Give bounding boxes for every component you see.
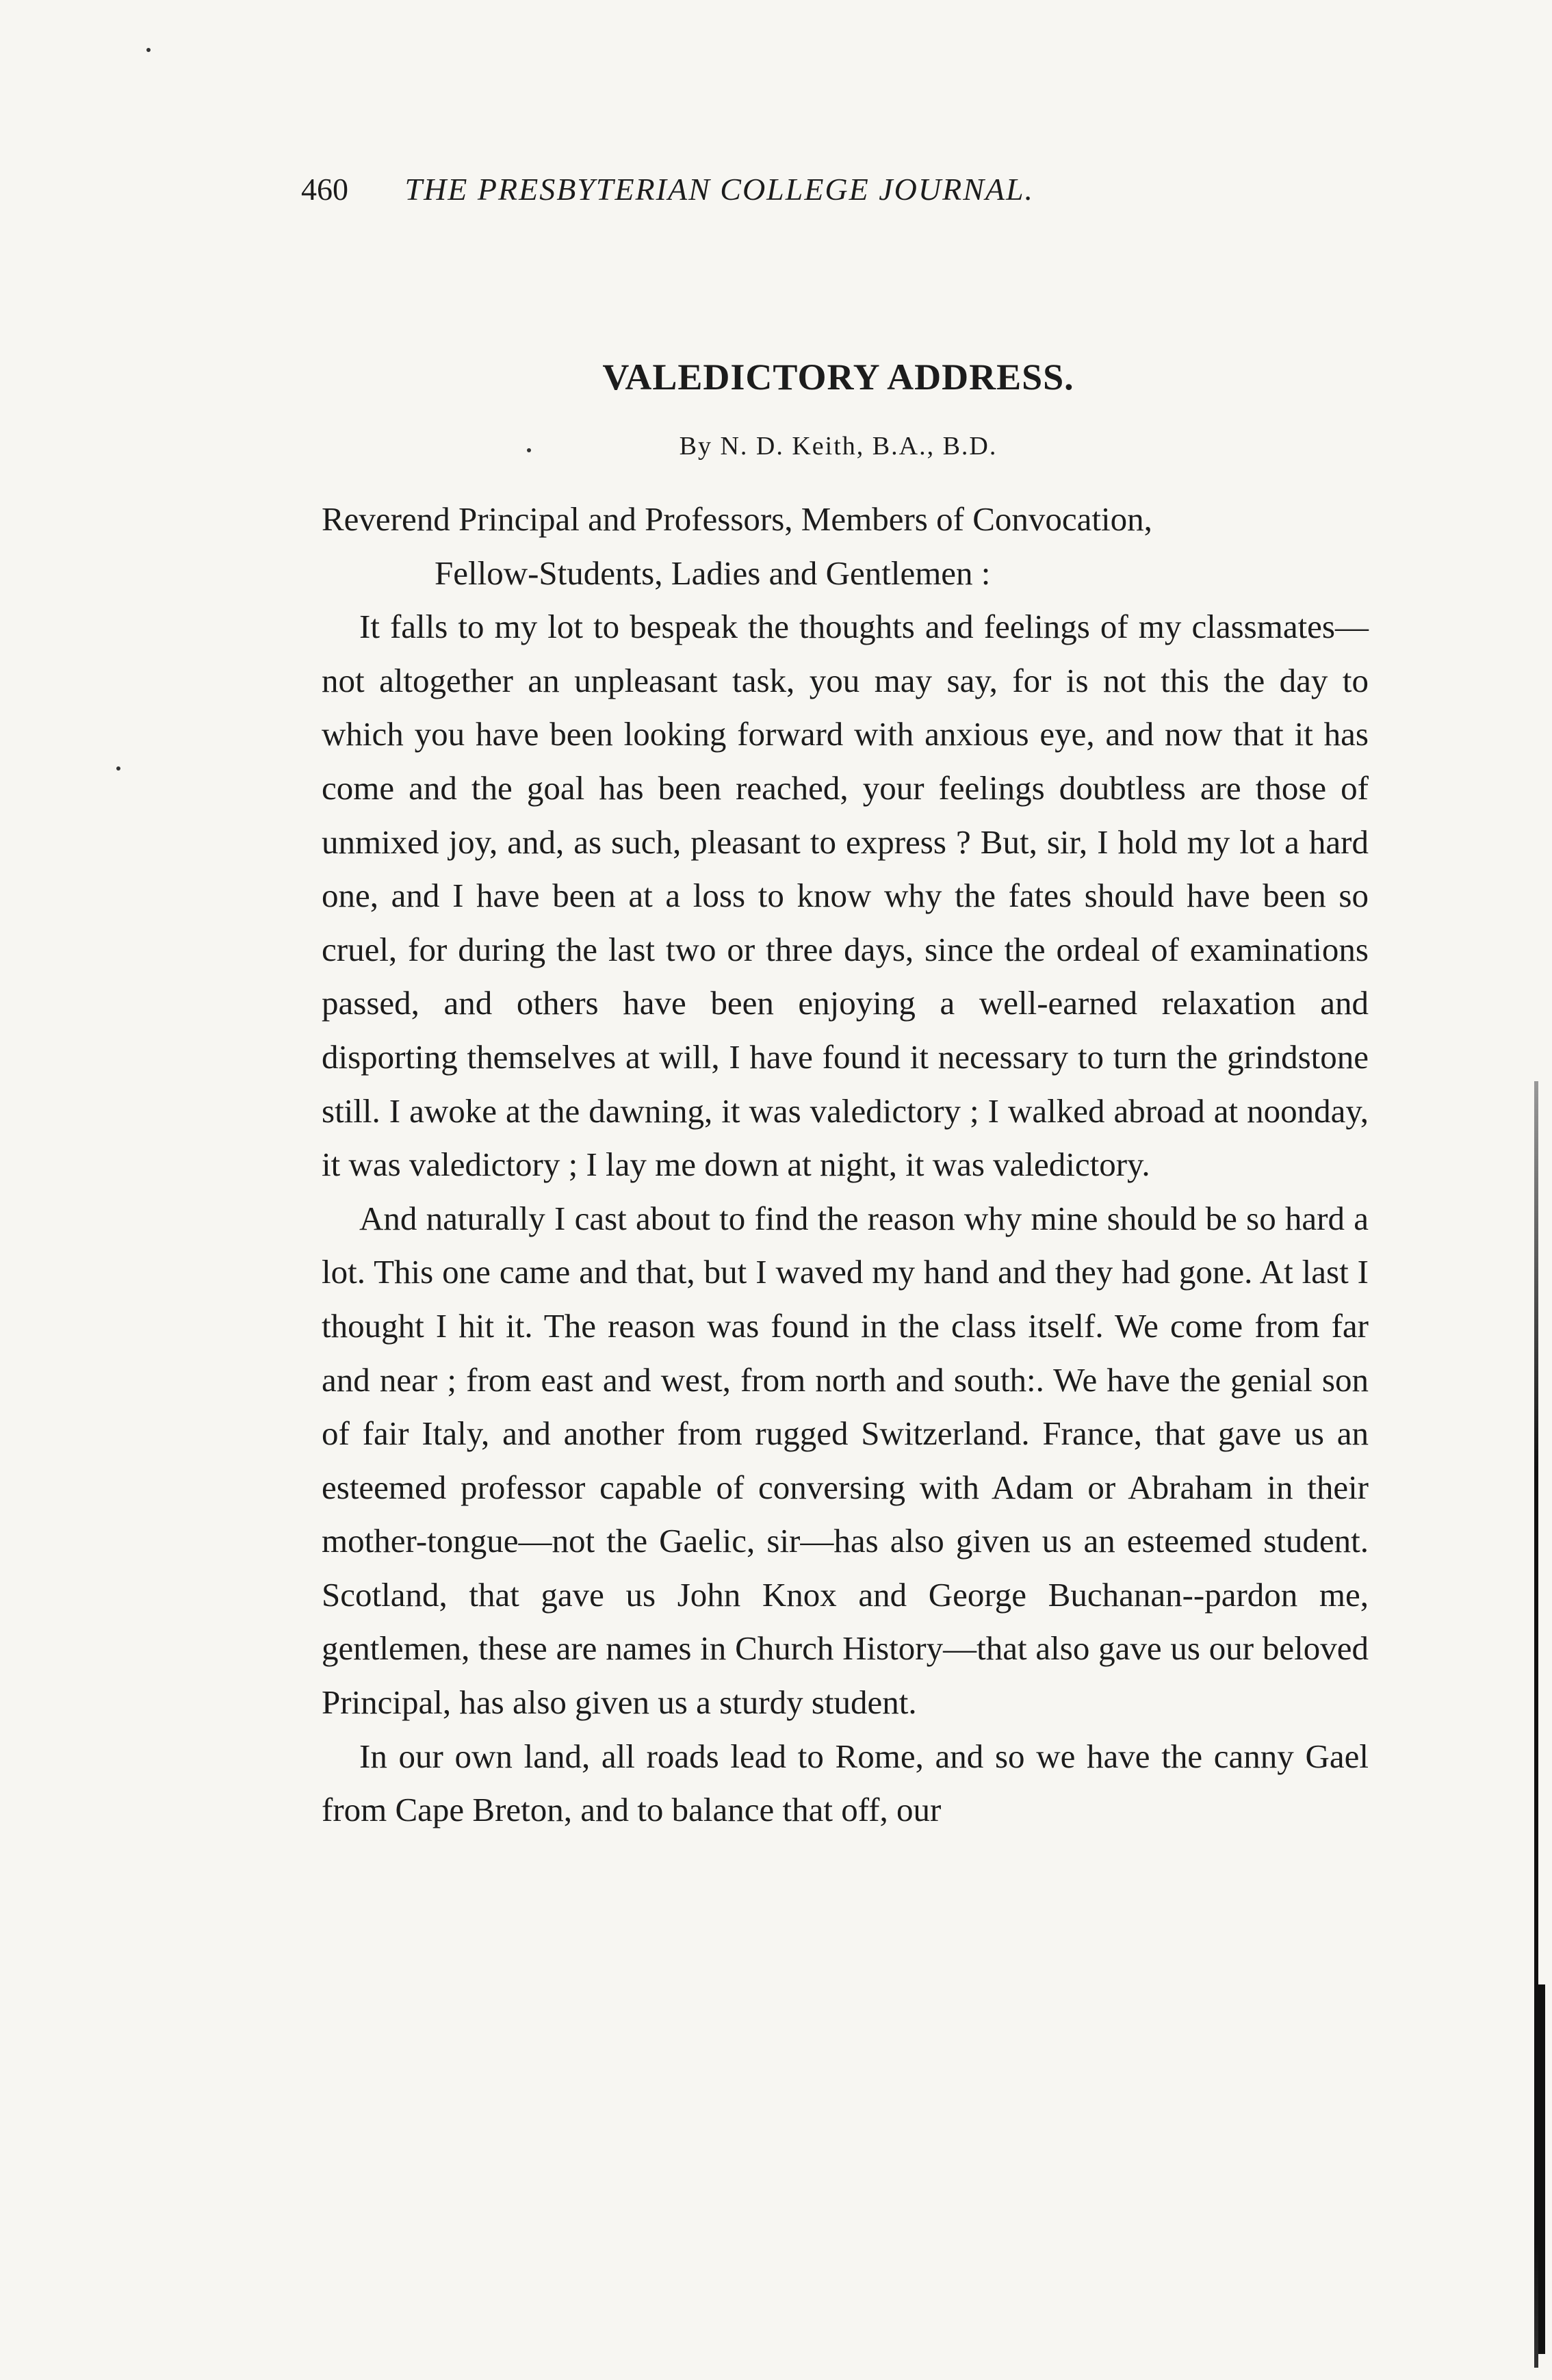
paragraph-1: It falls to my lot to bespeak the thoughts and feelings of my classmates—not altogether an unpleasant task, you may say, for is not this the day to which you have been looking forward with anxious eye, and now that it has come and the goal has been reached, your feelings doubtless are those of unmixed joy, and, as such, pleasant to express ? But, sir, I hold my lot a hard one, and I have been at a loss to know why the fates should have been so cruel, for during the last two or three days, since the ordeal of examinations passed, and others have been enjoying a well-earned relaxation and disporting themselves at will, I have found it necessary to turn the grindstone still. I awoke at the dawning, it was valedictory ; I walked abroad at noonday, it was valedictory ; I lay me down at night, it was valedictory. <box>322 608 1369 1184</box>
salutation-line-1: Reverend Principal and Professors, Members of Convocation, <box>322 500 1152 538</box>
scan-speck <box>116 766 120 771</box>
journal-title: THE PRESBYTERIAN COLLEGE JOURNAL. <box>404 172 1035 207</box>
scan-speck <box>146 48 151 52</box>
salutation <box>322 493 1369 600</box>
scan-speck <box>527 448 531 452</box>
article-title: VALEDICTORY ADDRESS. <box>602 357 1074 398</box>
paragraph-3: In our own land, all roads lead to Rome, and so we have the canny Gael from Cape Breton, and to balance that off, our <box>322 1737 1369 1829</box>
article-byline: By N. D. Keith, B.A., B.D. <box>679 432 998 461</box>
scan-edge-shadow-bottom <box>1538 1984 1545 2354</box>
page-number: 460 <box>301 172 348 207</box>
running-header <box>301 171 1382 207</box>
article-body <box>322 493 1369 1837</box>
salutation-line-2: Fellow-Students, Ladies and Gentlemen : <box>435 554 991 592</box>
paragraph-2: And naturally I cast about to find the reason why mine should be so hard a lot. This one came and that, but I waved my hand and they had gone. At last I thought I hit it. The reason was found in the class itself. We come from far and near ; from east and west, from north and south:. We have the genial son of fair Italy, and another from rugged Switzerland. France, that gave us an esteemed professor capable of conversing with Adam or Abraham in their mother-tongue—not the Gaelic, sir—has also given us an esteemed student. Scotland, that gave us John Knox and George Buchanan--pardon me, gentlemen, these are names in Church History—that also gave us our beloved Principal, has also given us a sturdy student. <box>322 1199 1369 1722</box>
